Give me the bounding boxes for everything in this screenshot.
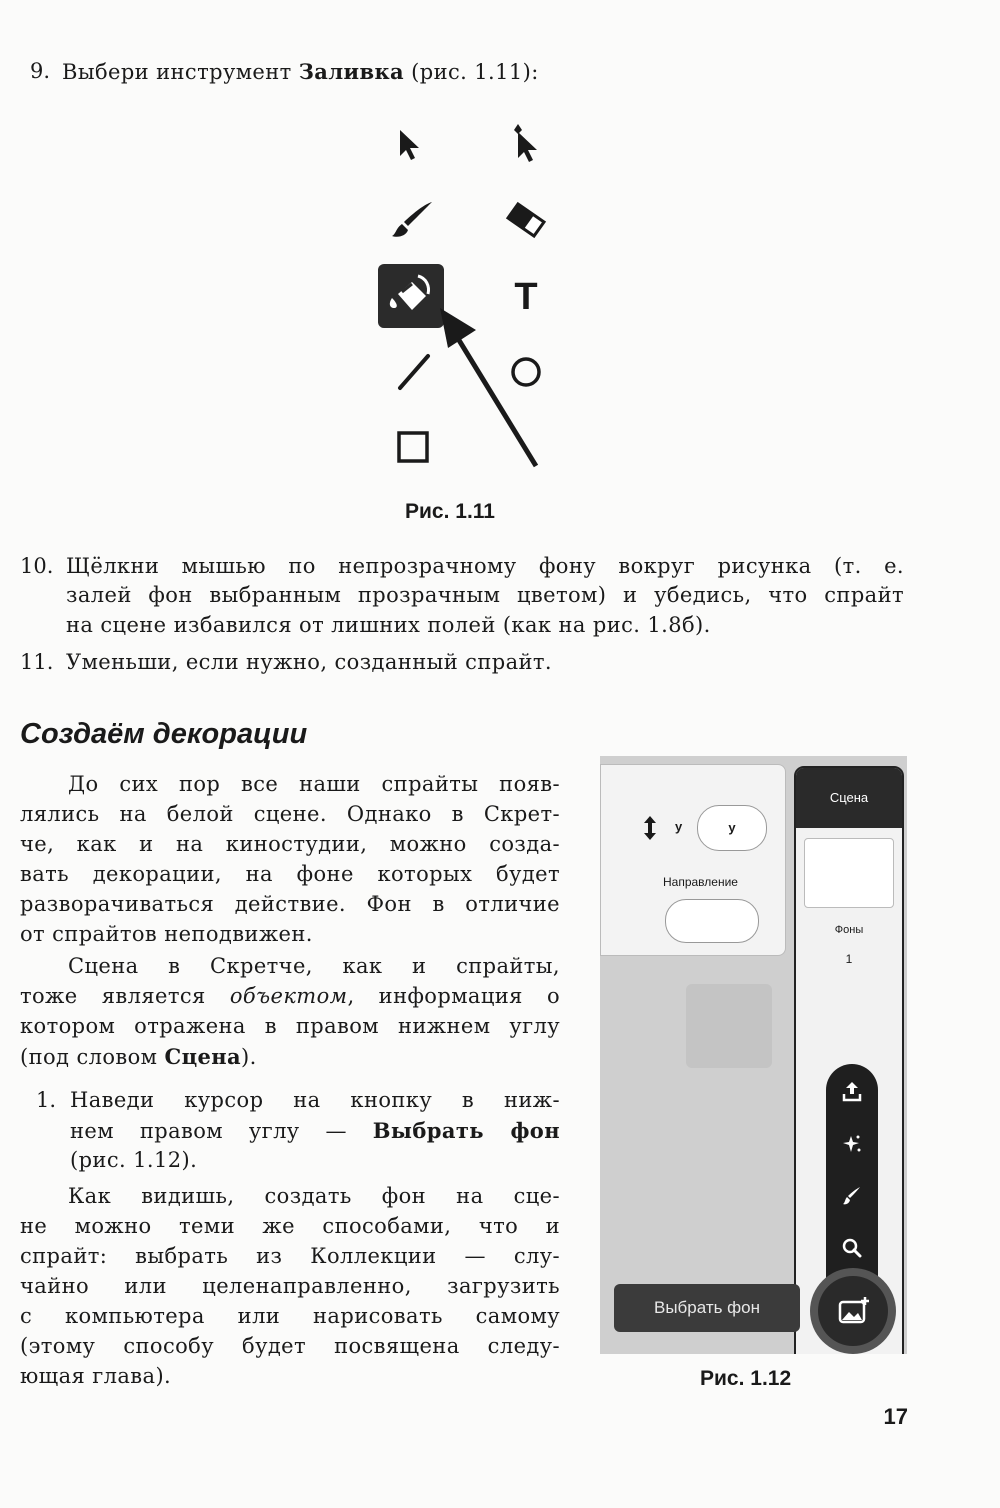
para-1-line-5: разворачиваться действие. Фон в отличие (20, 892, 560, 916)
rectangle-icon (396, 430, 430, 464)
surprise-icon[interactable] (842, 1134, 862, 1154)
direction-input[interactable] (665, 899, 759, 943)
y-input[interactable]: у (697, 805, 767, 851)
choose-backdrop-icon (838, 1296, 870, 1326)
step-9-number: 9. (30, 59, 51, 83)
para-1-line-2: лялись на белой сцене. Однако в Скрет- (20, 802, 560, 826)
para-3-line-6: (этому способу будет посвящена следу- (20, 1334, 560, 1358)
backdrops-count: 1 (845, 952, 853, 966)
step-1-line-2: нем правом углу — Выбрать фон (70, 1118, 560, 1143)
stage-thumbnail[interactable] (804, 838, 894, 908)
section-heading: Создаём декорации (20, 718, 308, 750)
select-arrow-icon (398, 128, 424, 162)
figure-1-11-caption: Рис. 1.11 (405, 500, 495, 523)
brush-icon (390, 200, 434, 240)
para-3-line-2: не можно теми же способами, что и (20, 1214, 560, 1238)
y-label: у (675, 819, 683, 834)
line-icon (396, 352, 432, 392)
step-10-number: 10. (20, 554, 54, 578)
para-1-line-3: че, как и на киностудии, можно созда- (20, 832, 560, 856)
step-11-text: Уменьши, если нужно, созданный спрайт. (66, 650, 552, 674)
upload-icon[interactable] (842, 1080, 862, 1102)
para-2-line-1: Сцена в Скретче, как и спрайты, (68, 954, 560, 978)
para-1-line-1: До сих пор все наши спрайты появ- (68, 772, 560, 796)
para-3-line-5: с компьютера или нарисовать самому (20, 1304, 560, 1328)
step-1-number: 1. (36, 1088, 57, 1112)
para-1-line-4: вать декорации, на фоне которых будет (20, 862, 560, 886)
para-2-line-3: котором отражена в правом нижнем углу (20, 1014, 560, 1038)
text-tool-glyph: T (514, 276, 538, 318)
step-10-line-3: на сцене избавился от лишних полей (как на рис. 1.8б). (66, 613, 711, 637)
para-3-line-7: ющая глава). (20, 1364, 172, 1388)
reshape-arrow-icon (508, 122, 542, 164)
pointer-arrow (430, 300, 542, 470)
para-1-line-6: от спрайтов неподвижен. (20, 922, 313, 946)
figure-1-12-screenshot (600, 756, 907, 1354)
para-2-line-2: тоже является объектом, информация о (20, 984, 560, 1008)
sprite-info-panel (600, 764, 786, 956)
para-3-line-4: чайно или целенаправленно, загрузить (20, 1274, 560, 1298)
stage-title: Сцена (796, 768, 902, 828)
backdrops-label: Фоны (834, 924, 864, 936)
search-icon[interactable] (842, 1238, 862, 1258)
para-2-line-4: (под словом Сцена). (20, 1044, 257, 1069)
stage-thumbnail-shadow (686, 984, 772, 1068)
step-1-line-3: (рис. 1.12). (70, 1148, 198, 1172)
para-3-line-1: Как видишь, создать фон на сце- (68, 1184, 560, 1208)
step-9-text: Выбери инструмент Заливка (рис. 1.11): (62, 59, 539, 84)
choose-backdrop-tooltip: Выбрать фон (614, 1284, 800, 1332)
para-3-line-3: спрайт: выбрать из Коллекции — слу- (20, 1244, 560, 1268)
choose-backdrop-button[interactable] (810, 1268, 896, 1354)
step-10-line-1: Щёлкни мышью по непрозрачному фону вокруг рисунка (т. е. (66, 554, 904, 578)
figure-1-12-caption: Рис. 1.12 (700, 1367, 792, 1390)
direction-label: Направление (663, 875, 738, 889)
eraser-icon (504, 202, 546, 238)
page-number: 17 (883, 1404, 908, 1429)
step-10-line-2: залей фон выбранным прозрачным цветом) и убедись, что спрайт (66, 583, 904, 607)
step-11-number: 11. (20, 650, 54, 674)
paint-icon[interactable] (842, 1186, 862, 1206)
step-1-line-1: Наведи курсор на кнопку в ниж- (70, 1088, 560, 1112)
updown-arrow-icon (643, 815, 657, 841)
